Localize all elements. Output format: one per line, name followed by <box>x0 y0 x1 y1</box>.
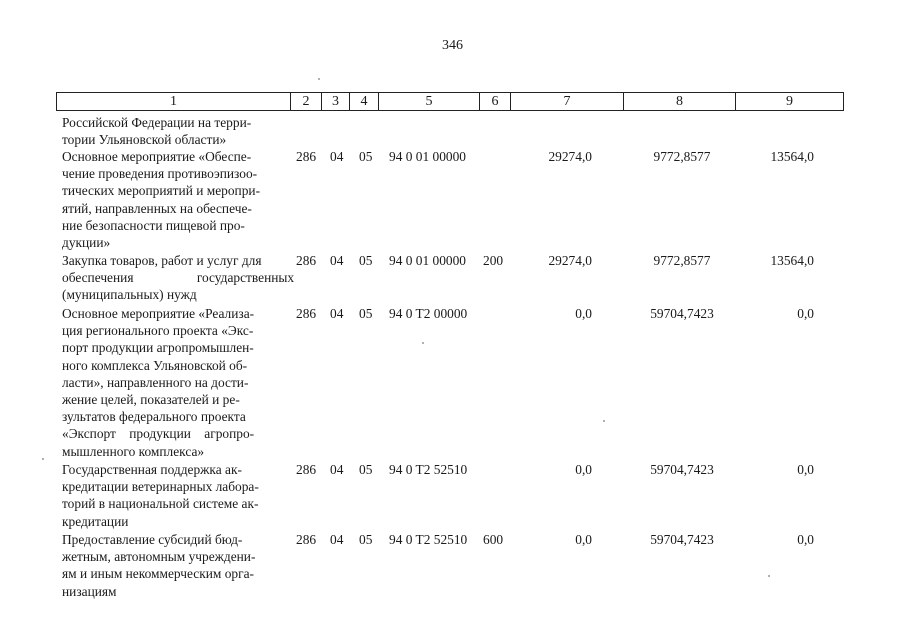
description-line: торий в национальной системе ак- <box>62 496 259 512</box>
cell-section: 04 <box>330 306 344 321</box>
header-col-6: 6 <box>479 93 510 110</box>
description-line: Основное мероприятие «Реализа- <box>62 306 255 321</box>
header-col-3: 3 <box>321 93 349 110</box>
description-line: ласти», направленного на дости- <box>62 374 249 390</box>
cell-amount-3: 13564,0 <box>770 149 814 164</box>
description-line: низациям <box>62 583 117 599</box>
cell-target-article: 94 0 T2 52510 <box>389 532 468 547</box>
description-line: кредитации <box>62 513 129 529</box>
description-line: обеспечения государственных <box>62 270 295 286</box>
description-line: Предоставление субсидий бюд- <box>62 532 243 547</box>
description-line: ям и иным некоммерческим орга- <box>62 566 255 582</box>
cell-section: 04 <box>330 253 344 268</box>
description-line: дукции» <box>62 235 111 251</box>
cell-ministry: 286 <box>296 462 317 477</box>
page-number: 346 <box>442 38 463 53</box>
cell-amount-3: 0,0 <box>797 532 814 547</box>
description-line: чение проведения противоэпизоо- <box>62 166 258 182</box>
description-line: ятий, направленных на обеспече- <box>62 200 252 216</box>
cell-amount-3: 0,0 <box>797 306 814 321</box>
description-line: «Экспорт продукции агропро- <box>62 426 255 442</box>
cell-ministry: 286 <box>296 532 317 547</box>
description-line: ного комплекса Ульяновской об- <box>62 357 248 373</box>
cell-amount-1: 0,0 <box>575 306 592 321</box>
cell-expense-type: 200 <box>483 253 504 268</box>
description-line: тории Ульяновской области» <box>62 132 227 148</box>
header-col-7: 7 <box>510 93 623 110</box>
description-line: Российской Федерации на терри- <box>62 115 252 130</box>
cell-amount-1: 0,0 <box>575 532 592 547</box>
cell-target-article: 94 0 T2 52510 <box>389 462 468 477</box>
table-header-row <box>56 92 844 111</box>
cell-amount-2: 9772,8577 <box>653 149 711 164</box>
description-line: жетным, автономным учреждени- <box>62 549 256 565</box>
header-col-8: 8 <box>623 93 735 110</box>
cell-amount-2: 59704,7423 <box>650 306 714 321</box>
description-line: порт продукции агропромышлен- <box>62 340 254 356</box>
row-description <box>62 252 295 304</box>
description-line: (муниципальных) нужд <box>62 287 197 303</box>
cell-target-article: 94 0 01 00000 <box>389 253 466 268</box>
header-col-9: 9 <box>735 93 843 110</box>
header-col-5: 5 <box>378 93 479 110</box>
cell-subsection: 05 <box>359 253 373 268</box>
scan-speck <box>42 458 44 460</box>
description-line: ние безопасности пищевой про- <box>62 217 245 233</box>
cell-amount-2: 59704,7423 <box>650 532 714 547</box>
row-description <box>62 305 284 460</box>
row-description <box>62 148 284 251</box>
scan-speck <box>422 342 424 344</box>
header-col-4: 4 <box>349 93 378 110</box>
cell-ministry: 286 <box>296 253 317 268</box>
description-line: Закупка товаров, работ и услуг для <box>62 253 262 268</box>
description-line: Основное мероприятие «Обеспе- <box>62 149 252 164</box>
scan-speck <box>318 78 320 80</box>
header-col-2: 2 <box>290 93 321 110</box>
cell-section: 04 <box>330 532 344 547</box>
row-description <box>62 531 284 600</box>
cell-amount-1: 29274,0 <box>548 253 592 268</box>
cell-amount-2: 59704,7423 <box>650 462 714 477</box>
row-description <box>62 114 284 148</box>
description-line: зультатов федерального проекта <box>62 409 246 425</box>
cell-target-article: 94 0 T2 00000 <box>389 306 468 321</box>
description-line: ция регионального проекта «Экс- <box>62 323 254 339</box>
cell-section: 04 <box>330 462 344 477</box>
header-col-1: 1 <box>170 94 177 109</box>
cell-subsection: 05 <box>359 532 373 547</box>
cell-subsection: 05 <box>359 306 373 321</box>
cell-amount-2: 9772,8577 <box>653 253 711 268</box>
cell-subsection: 05 <box>359 462 373 477</box>
cell-expense-type: 600 <box>483 532 504 547</box>
description-line: жение целей, показателей и ре- <box>62 392 240 408</box>
cell-amount-3: 0,0 <box>797 462 814 477</box>
scan-speck <box>768 575 770 577</box>
description-line: мышленного комплекса» <box>62 443 205 459</box>
cell-amount-1: 29274,0 <box>548 149 592 164</box>
description-line: тических мероприятий и меропри- <box>62 183 261 199</box>
cell-section: 04 <box>330 149 344 164</box>
description-line: Государственная поддержка ак- <box>62 462 242 477</box>
cell-target-article: 94 0 01 00000 <box>389 149 466 164</box>
cell-subsection: 05 <box>359 149 373 164</box>
scan-speck <box>603 420 605 422</box>
description-line: кредитации ветеринарных лабора- <box>62 479 259 495</box>
row-description <box>62 461 284 530</box>
cell-amount-3: 13564,0 <box>770 253 814 268</box>
cell-amount-1: 0,0 <box>575 462 592 477</box>
cell-ministry: 286 <box>296 149 317 164</box>
cell-ministry: 286 <box>296 306 317 321</box>
